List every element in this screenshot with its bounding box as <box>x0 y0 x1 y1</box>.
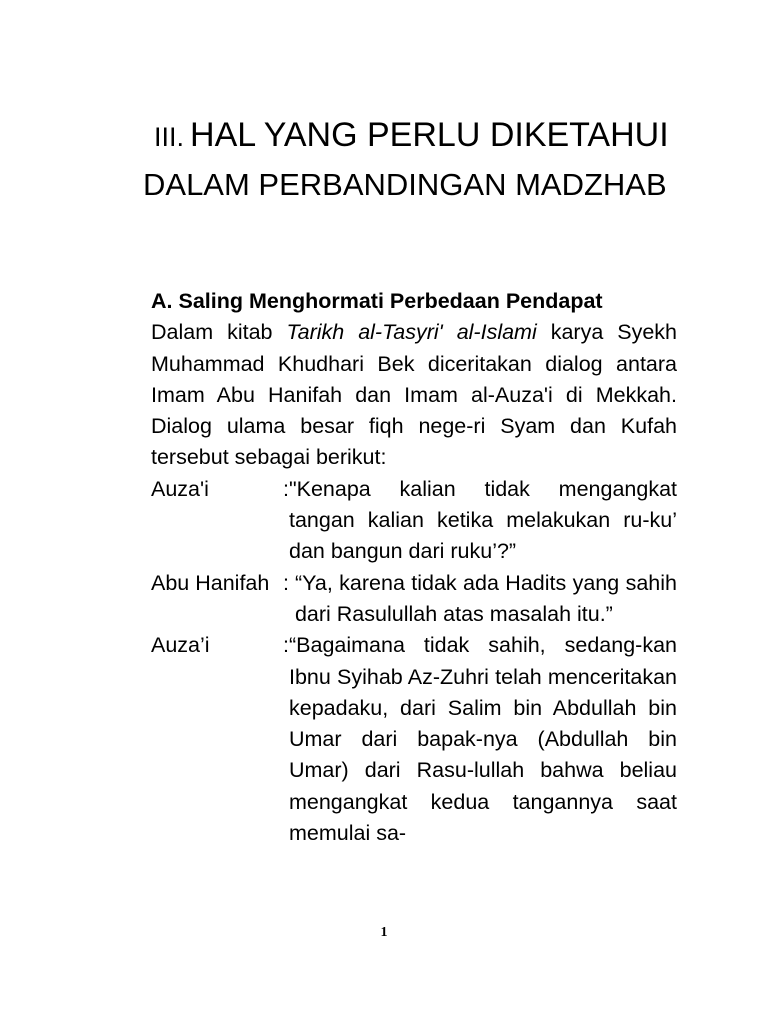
intro-text-before: Dalam kitab <box>151 320 287 345</box>
chapter-title-text: HAL YANG PERLU DIKETAHUI <box>190 116 669 154</box>
dialog-text: “Bagaimana tidak sahih, sedang-kan Ibnu Syihab Az-Zuhri telah menceritakan kepadaku, dari Salim bin Abdullah bin Umar dari bapak-nya (Abdullah bin Umar) dari Rasu-lullah bahwa beliau mengangkat kedua tangannya saat memulai sa- <box>288 633 677 846</box>
dialog-list <box>151 474 677 850</box>
page-number: 1 <box>380 925 388 940</box>
dialog-colon: : <box>283 476 289 501</box>
dialog-speech <box>283 474 677 568</box>
dialog-colon: : <box>283 570 295 595</box>
intro-text-after: karya Syekh Muhammad Khudhari Bek diceritakan dialog antara Imam Abu Hanifah dan Imam al-Auza'i di Mekkah. Dialog ulama besar fiqh nege-ri Syam dan Kufah tersebut sebagai berikut: <box>151 320 677 470</box>
chapter-number: III. <box>154 122 185 152</box>
section-a <box>151 286 677 849</box>
dialog-entry <box>151 474 677 568</box>
dialog-speaker: Abu Hanifah <box>151 570 270 595</box>
dialog-entry <box>151 568 677 631</box>
chapter-title-line1 <box>154 113 669 159</box>
dialog-speaker: Auza’i <box>151 633 210 658</box>
chapter-title-line2: DALAM PERBANDINGAN MADZHAB <box>143 167 667 202</box>
dialog-colon: : <box>283 633 289 658</box>
dialog-speaker: Auza'i <box>151 476 209 501</box>
book-title: Tarikh al-Tasyri' al-Islami <box>286 320 537 345</box>
dialog-text: “Ya, karena tidak ada Hadits yang sahih dari Rasulullah atas masalah itu.” <box>294 570 677 626</box>
dialog-entry <box>151 630 677 849</box>
section-heading: A. Saling Menghormati Perbedaan Pendapat <box>151 289 603 313</box>
dialog-speech <box>283 630 677 849</box>
intro-paragraph <box>151 317 677 473</box>
dialog-text: "Kenapa kalian tidak mengangkat tangan kalian ketika melakukan ru-ku’ dan bangun dari ruku’?” <box>288 476 677 564</box>
dialog-speech <box>283 568 677 631</box>
